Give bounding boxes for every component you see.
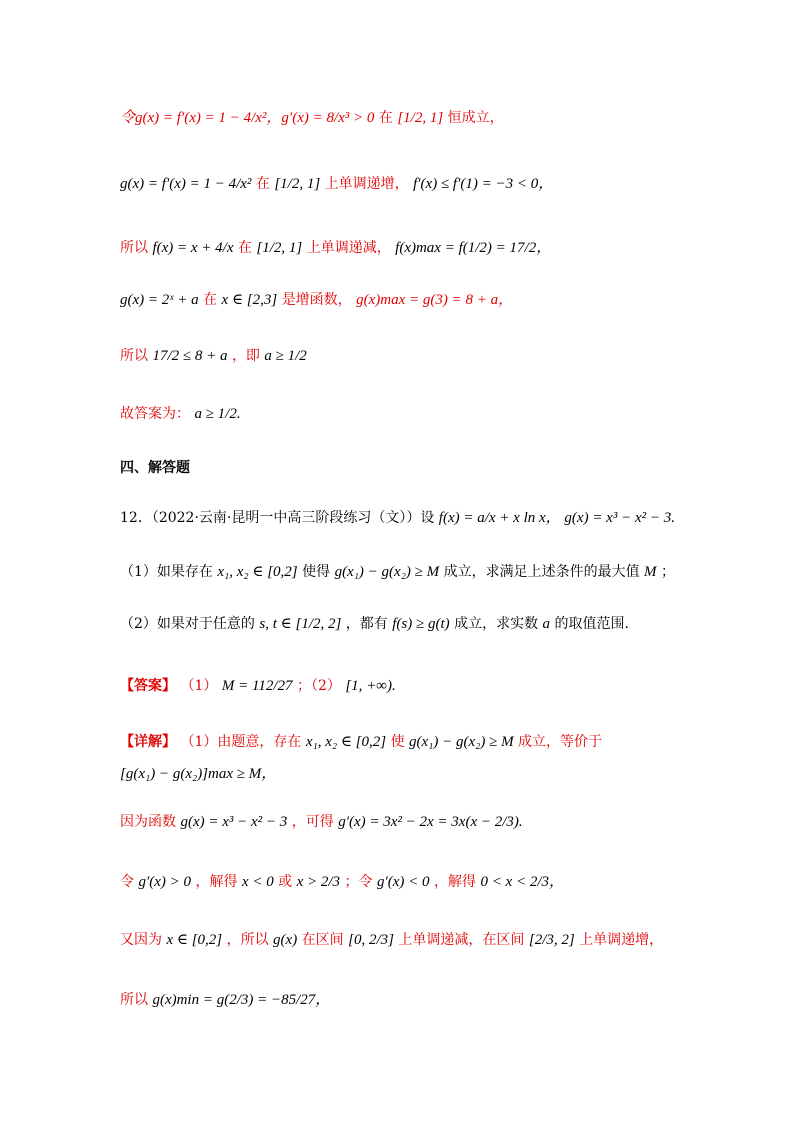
formula: g(x₁) − g(x₂) ≥ M: [409, 734, 514, 750]
formula: 17/2 ≤ 8 + a: [152, 348, 228, 364]
formula: g(x): [273, 932, 298, 948]
text: 上单调递增，: [324, 176, 409, 192]
sub-question-1: [120, 562, 740, 582]
text: 在: [203, 292, 218, 308]
interval: [0, 2/3]: [348, 932, 394, 948]
answer-line: [120, 676, 740, 696]
text: 上单调递减，: [306, 240, 391, 256]
formula: x ∈ [2,3]: [221, 292, 278, 308]
text: 的取值范围.: [554, 616, 629, 632]
text: 在: [378, 110, 393, 126]
question-12: [120, 508, 740, 528]
text: （1）由题意，存在: [180, 734, 302, 750]
detail-line-3: [120, 812, 740, 832]
formula: g(x)min = g(2/3) = −85/27，: [152, 992, 331, 1008]
text: 因为函数: [120, 814, 176, 830]
formula: f(x)max = f(1/2) = 17/2，: [395, 240, 552, 256]
text: 令: [120, 874, 134, 890]
text: ，可得: [291, 814, 334, 830]
text: ，即: [231, 348, 260, 364]
formula: x < 0: [241, 874, 274, 890]
formula: a: [542, 616, 551, 632]
text: ，都有: [345, 616, 388, 632]
detail-line-2: [120, 764, 740, 784]
answer-label: 【答案】: [120, 678, 176, 694]
formula: f(s) ≥ g(t): [392, 616, 450, 632]
formula: x > 2/3: [296, 874, 341, 890]
detail-label: 【详解】: [120, 734, 176, 750]
solution-line-4: [120, 290, 740, 310]
text: ，解得: [433, 874, 476, 890]
detail-line-4: [120, 872, 740, 892]
text: 使得: [302, 564, 331, 580]
formula: a ≥ 1/2.: [194, 406, 241, 422]
interval: [1/2, 1]: [397, 110, 444, 126]
formula: f(x) = a/x + x ln x， g(x) = x³ − x² − 3.: [438, 510, 675, 526]
solution-line-2: [120, 174, 740, 194]
formula: f′(x) ≤ f′(1) = −3 < 0，: [413, 176, 554, 192]
text: 上单调递增，: [579, 932, 664, 948]
formula: g(x)max = g(3) = 8 + a，: [356, 292, 514, 308]
interval: [1/2, 1]: [256, 240, 303, 256]
text: （2）如果对于任意的: [120, 616, 255, 632]
formula: [g(x₁) − g(x₂)]max ≥ M，: [120, 766, 277, 782]
text: 又因为: [120, 932, 162, 948]
solution-line-6: [120, 404, 740, 424]
interval: [1/2, 1]: [274, 176, 321, 192]
section-heading: 四、解答题: [120, 460, 190, 476]
formula: x₁, x₂ ∈ [0,2]: [217, 564, 298, 580]
text: 成立，求满足上述条件的最大值: [443, 564, 640, 580]
detail-line-6: [120, 990, 740, 1010]
text: ；: [661, 564, 675, 580]
text: 是增函数，: [281, 292, 352, 308]
derivative-def: 令g(x) = f′(x) = 1 − 4/x²，g′(x) = 8/x³ > 0: [120, 110, 375, 126]
text: 或: [278, 874, 293, 890]
formula: g(x₁) − g(x₂) ≥ M: [334, 564, 440, 580]
text: ，所以: [226, 932, 269, 948]
formula: a ≥ 1/2: [264, 348, 307, 364]
solution-line-1: [120, 108, 740, 128]
text: 在区间: [301, 932, 344, 948]
interval: [2/3, 2]: [528, 932, 575, 948]
formula: g(x) = f′(x) = 1 − 4/x²: [120, 176, 252, 192]
text: ，解得: [195, 874, 238, 890]
detail-line-5: [120, 930, 740, 950]
formula: g′(x) > 0: [138, 874, 192, 890]
text: 在: [255, 176, 270, 192]
formula: [1, +∞).: [345, 678, 396, 694]
solution-line-5: [120, 346, 740, 366]
text: 所以: [120, 992, 148, 1008]
text: ；（2）: [296, 678, 341, 694]
solution-line-3: [120, 238, 740, 258]
formula: g′(x) < 0: [376, 874, 430, 890]
text: 成立，求实数: [454, 616, 539, 632]
text: 成立，等价于: [518, 734, 603, 750]
text: 12．（2022·云南·昆明一中高三阶段练习（文））设: [120, 510, 435, 526]
text: 在: [237, 240, 252, 256]
text: 使: [390, 734, 405, 750]
formula: g′(x) = 3x² − 2x = 3x(x − 2/3).: [338, 814, 523, 830]
text: （1）: [180, 678, 218, 694]
sub-question-2: [120, 614, 740, 634]
text: （1）如果存在: [120, 564, 213, 580]
formula: x₁, x₂ ∈ [0,2]: [305, 734, 387, 750]
formula: g(x) = x³ − x² − 3: [180, 814, 288, 830]
text: 恒成立，: [447, 110, 504, 126]
text: 故答案为：: [120, 406, 190, 422]
formula: g(x) = 2ˣ + a: [120, 292, 199, 308]
text: ；令: [344, 874, 373, 890]
formula: M: [644, 564, 657, 580]
formula: s, t ∈ [1/2, 2]: [259, 616, 342, 632]
formula: f(x) = x + 4/x: [152, 240, 234, 256]
text: 所以: [120, 240, 148, 256]
formula: 0 < x < 2/3，: [480, 874, 565, 890]
text: 所以: [120, 348, 148, 364]
detail-line-1: [120, 732, 740, 752]
formula: x ∈ [0,2]: [166, 932, 223, 948]
text: 上单调递减，在区间: [398, 932, 525, 948]
formula: M = 112/27: [221, 678, 293, 694]
